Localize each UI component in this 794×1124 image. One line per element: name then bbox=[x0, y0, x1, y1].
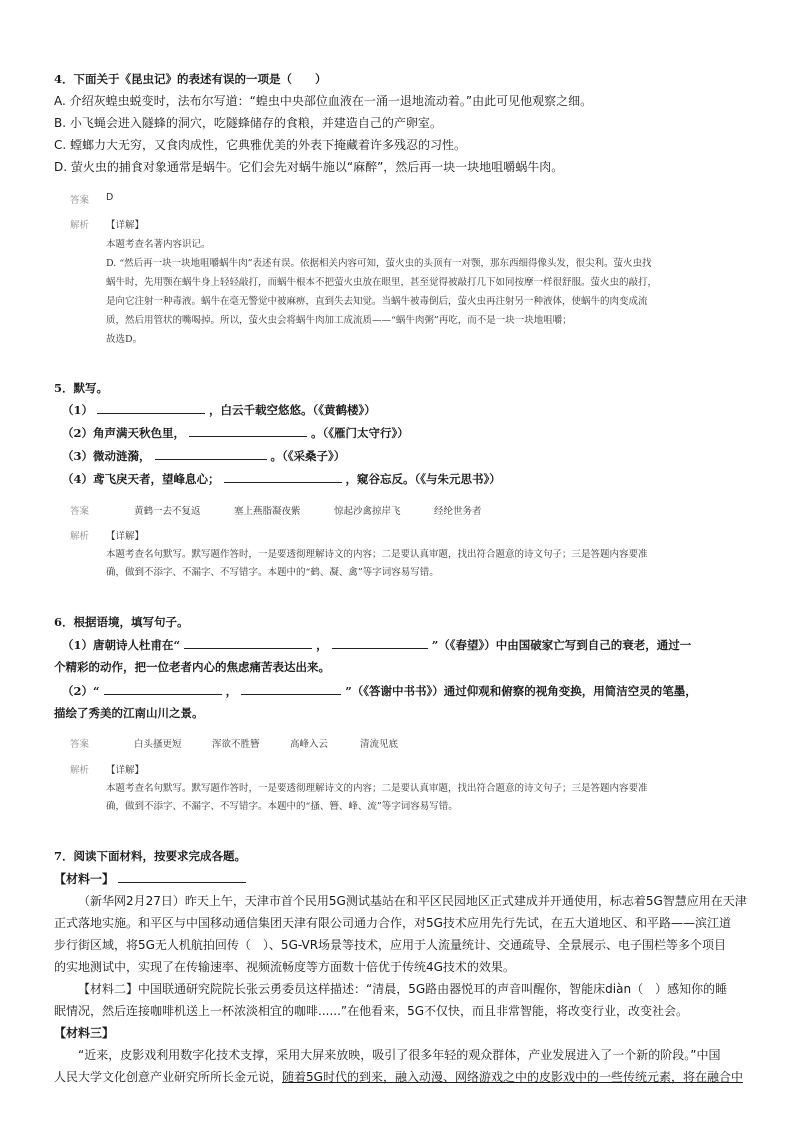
q5-item-1: （1） ，白云千载空悠悠。（《黄鹤楼》） bbox=[62, 403, 376, 417]
q7-paragraph-1-line: 步行街区域，将5G无人机航拍回传（ ）、5G-VR场景等技术，应用于人流量统计、交通疏导、全景展示、电子围栏等多个项目 bbox=[54, 938, 727, 952]
q4-analysis-line: 蜗牛时，先用颚在蜗牛身上轻轻敲打，而蜗牛根本不把萤火虫放在眼里，甚至觉得被敲打几下如同按摩一样很舒服。萤火虫的敲打， bbox=[106, 277, 658, 288]
q7-paragraph-2-line: 【材料二】中国联通研究院院长张云勇委员这样描述：“清晨，5G路由器悦耳的声音叫醒你，智能床diàn（ ）感知你的睡 bbox=[78, 982, 728, 996]
q5-analysis-label: 解析 bbox=[70, 531, 90, 542]
q7-paragraph-3-line: “近来，皮影戏利用数字化技术支撑，采用大屏来放映，吸引了很多年轻的观众群体，产业发展进入了一个新的阶段。”中国 bbox=[78, 1048, 721, 1062]
q5-item-4: （4）鸢飞戾天者，望峰息心； ，窥谷忘反。（《与朱元思书》） bbox=[62, 472, 501, 486]
q5-analysis-line: 本题考查名句默写。默写题作答时，一是要透彻理解诗文的内容；二是要认真审题，找出符合题意的诗文句子；三是答题内容要准 bbox=[106, 549, 648, 560]
q5-answer-label: 答案 bbox=[70, 506, 90, 517]
q6-analysis-label: 解析 bbox=[70, 765, 90, 776]
q7-material-1-label: 【材料一】 bbox=[54, 870, 246, 887]
fill-blank[interactable] bbox=[241, 682, 341, 695]
q7-paragraph-1-line: 的实地测试中，实现了在传输速率、视频流畅度等方面数十倍优于传统4G技术的效果。 bbox=[54, 960, 515, 974]
q5-analysis-line: 确，做到不添字、不漏字、不写错字。本题中的“鹤、凝、禽”等字词容易写错。 bbox=[106, 567, 439, 578]
q6-answer: 白头搔更短 bbox=[134, 739, 182, 750]
q4-analysis-line: 【详解】 bbox=[106, 220, 145, 231]
q6-analysis-line: 确，做到不添字、不漏字、不写错字。本题中的“搔、簪、峰、流”等字词容易写错。 bbox=[106, 801, 458, 812]
q5-item-2: （2）角声满天秋色里， 。（《雁门太守行》） bbox=[62, 426, 409, 440]
q4-answer: D bbox=[106, 192, 114, 203]
q7-paragraph-2-line: 眠情况，然后连接咖啡机送上一杯浓淡相宜的咖啡......”在他看来，5G不仅快，而且非常智能，将改变行业，改变社会。 bbox=[54, 1004, 689, 1018]
q4-answer-label: 答案 bbox=[70, 195, 90, 206]
q5-answer: 塞上燕脂凝夜紫 bbox=[234, 506, 301, 517]
q6-answer: 清流见底 bbox=[360, 739, 399, 750]
q7-stem: 7．阅读下面材料，按要求完成各题。 bbox=[54, 849, 246, 863]
q6-line-1: （1）唐朝诗人杜甫在“ ， ”（《春望》）中由国破家亡写到自己的衰老，通过一 bbox=[62, 638, 692, 652]
q5-answer: 惊起沙禽掠岸飞 bbox=[334, 506, 401, 517]
fill-blank[interactable] bbox=[155, 447, 267, 460]
q4-analysis-line: D. “然后再一块一块地咀嚼蜗牛肉”表述有误。依据相关内容可知，萤火虫的头顶有一对颚，那东西细得像头发，很尖利。萤火虫找 bbox=[106, 258, 652, 269]
q6-analysis-line: 本题考查名句默写。默写题作答时，一是要透彻理解诗文的内容；二是要认真审题，找出符合题意的诗文句子；三是答题内容要准 bbox=[106, 783, 648, 794]
q6-line-3: （2）“ ， ”（《答谢中书书》）通过仰观和俯察的视角变换，用简洁空灵的笔墨， bbox=[62, 684, 697, 698]
fill-blank[interactable] bbox=[97, 401, 205, 414]
q5-answer: 经纶世务者 bbox=[434, 506, 482, 517]
q4-option-c: C. 螳螂力大无穷，又食肉成性，它典雅优美的外表下掩藏着许多残忍的习性。 bbox=[54, 138, 467, 152]
fill-blank[interactable] bbox=[189, 424, 307, 437]
q5-answer: 黄鹤一去不复返 bbox=[134, 506, 201, 517]
q4-option-b: B. 小飞蝇会进入隧蜂的洞穴，吃隧蜂储存的食粮，并建造自己的产卵室。 bbox=[54, 116, 442, 130]
q4-analysis-line: 本题考查名著内容识记。 bbox=[106, 239, 211, 250]
fill-blank[interactable] bbox=[118, 870, 246, 883]
underlined-sentence: 随着5G时代的到来，融入动漫、网络游戏之中的皮影戏中的一些传统元素，将在融合中 bbox=[282, 1070, 743, 1084]
q6-line-4: 描绘了秀美的江南山川之景。 bbox=[54, 706, 204, 720]
q4-analysis-line: 是向它注射一种毒液。蜗牛在毫无警觉中被麻痹，直到失去知觉。当蜗牛被毒倒后，萤火虫再注射另一种液体，使蜗牛的肉变成流 bbox=[106, 296, 648, 307]
fill-blank[interactable] bbox=[332, 636, 428, 649]
q7-paragraph-1-line: （新华网2月27日）昨天上午，天津市首个民用5G测试基站在和平区民园地区正式建成并开通使用，标志着5G智慧应用在天津 bbox=[78, 894, 747, 908]
q7-paragraph-3-line: 人民大学文化创意产业研究所所长金元说，随着5G时代的到来，融入动漫、网络游戏之中的皮影戏中的一些传统元素，将在融合中 bbox=[54, 1070, 743, 1084]
q7-material-3-label: 【材料三】 bbox=[54, 1026, 115, 1040]
q5-stem: 5．默写。 bbox=[54, 381, 109, 395]
q4-stem: 4．下面关于《昆虫记》的表述有误的一项是（ ） bbox=[54, 72, 327, 86]
fill-blank[interactable] bbox=[184, 636, 312, 649]
q4-option-d: D. 萤火虫的捕食对象通常是蜗牛。它们会先对蜗牛施以“麻醉”，然后再一块一块地咀嚼蜗牛肉。 bbox=[54, 160, 564, 174]
q6-answer: 浑欲不胜簪 bbox=[212, 739, 260, 750]
q6-stem: 6．根据语境，填写句子。 bbox=[54, 615, 189, 629]
q6-answer-label: 答案 bbox=[70, 739, 90, 750]
fill-blank[interactable] bbox=[224, 470, 342, 483]
fill-blank[interactable] bbox=[104, 682, 222, 695]
q4-analysis-line: 故选D。 bbox=[106, 334, 143, 345]
q4-analysis-line: 质，然后用管状的嘴喝掉。所以，萤火虫会将蜗牛肉加工成流质——“蜗牛肉粥”再吃，而不是一块一块地咀嚼； bbox=[106, 315, 572, 326]
q6-analysis-line: 【详解】 bbox=[106, 765, 145, 776]
q6-line-2: 个精彩的动作，把一位老者内心的焦虑痛苦表达出来。 bbox=[54, 660, 330, 674]
q6-answer: 高峰入云 bbox=[290, 739, 329, 750]
q4-option-a: A. 介绍灰蝗虫蜕变时，法布尔写道：“蝗虫中央部位血液在一涌一退地流动着。”由此可见他观察之细。 bbox=[54, 94, 593, 108]
q5-analysis-line: 【详解】 bbox=[106, 531, 145, 542]
q5-item-3: （3）微动涟漪， 。（《采桑子》） bbox=[62, 449, 346, 463]
q7-paragraph-1-line: 正式落地实施。和平区与中国移动通信集团天津有限公司通力合作，对5G技术应用先行先试，在五大道地区、和平路——滨江道 bbox=[54, 916, 731, 930]
q4-analysis-label: 解析 bbox=[70, 220, 90, 231]
